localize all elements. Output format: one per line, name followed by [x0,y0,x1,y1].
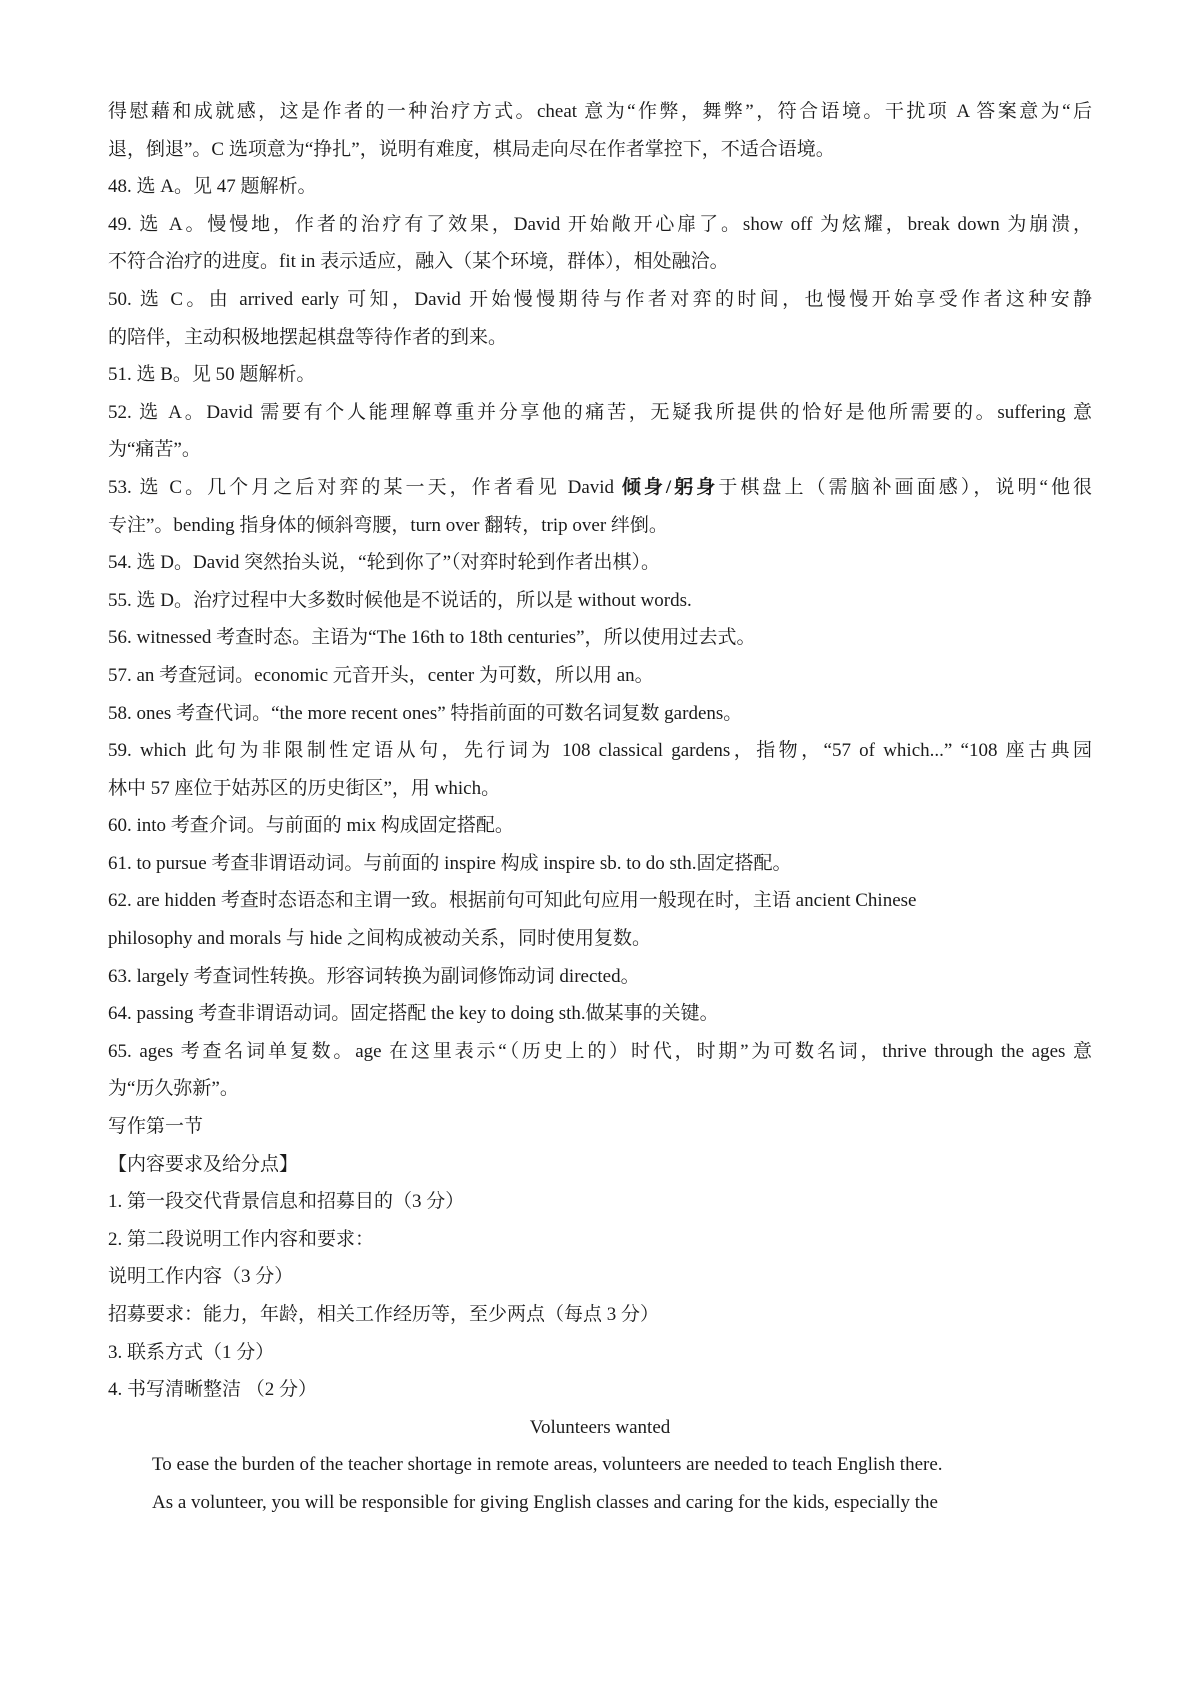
page-content [108,93,1092,1522]
explanation-line [108,469,1092,507]
explanation-line: 59. which 此句为非限制性定语从句，先行词为 108 classical gardens，指物，“57 of which...” “108 座古典园 [108,740,1092,762]
criteria-line: 4. 书写清晰整洁 （2 分） [108,1379,318,1401]
bold-emphasis: 倾身/躬身 [621,476,719,498]
explanation-line: 55. 选 D。治疗过程中大多数时候他是不说话的，所以是 without words. [108,589,692,611]
explanation-line: 54. 选 D。David 突然抬头说，“轮到你了”（对弈时轮到作者出棋）。 [108,552,661,574]
explanation-line: 为“痛苦”。 [108,439,201,461]
explanation-text: 53. 选 C。几个月之后对弈的某一天，作者看见 David [108,476,622,498]
explanation-line: 51. 选 B。见 50 题解析。 [108,364,316,386]
explanation-line: 49. 选 A。慢慢地，作者的治疗有了效果，David 开始敞开心扉了。show off 为炫耀，break down 为崩溃， [108,213,1092,235]
criteria-line: 3. 联系方式（1 分） [108,1341,275,1363]
essay-line: As a volunteer, you will be responsible for giving English classes and caring for the kids, especially the [152,1491,938,1513]
explanation-line: 52. 选 A。David 需要有个人能理解尊重并分享他的痛苦，无疑我所提供的恰好是他所需要的。suffering 意 [108,401,1092,423]
explanation-line: 得慰藉和成就感，这是作者的一种治疗方式。cheat 意为“作弊，舞弊”，符合语境。干扰项 A 答案意为“后 [108,101,1092,122]
explanation-line: 的陪伴，主动积极地摆起棋盘等待作者的到来。 [108,326,508,348]
explanation-line: 专注”。bending 指身体的倾斜弯腰，turn over 翻转，trip over 绊倒。 [108,514,668,536]
explanation-line: 57. an 考查冠词。economic 元音开头，center 为可数，所以用 an。 [108,664,654,686]
criteria-line: 招募要求：能力，年龄，相关工作经历等，至少两点（每点 3 分） [108,1304,660,1325]
explanation-line: 48. 选 A。见 47 题解析。 [108,176,317,198]
explanation-line: 退，倒退”。C 选项意为“挣扎”，说明有难度，棋局走向尽在作者掌控下，不适合语境。 [108,138,835,160]
explanation-line: 60. into 考查介词。与前面的 mix 构成固定搭配。 [108,815,514,837]
explanation-line: 56. witnessed 考查时态。主语为“The 16th to 18th centuries”，所以使用过去式。 [108,627,756,649]
explanation-text: 于棋盘上（需脑补画面感），说明“他很 [718,476,1092,498]
criteria-line: 1. 第一段交代背景信息和招募目的（3 分） [108,1191,465,1213]
explanation-line: 58. ones 考查代词。“the more recent ones” 特指前面的可数名词复数 gardens。 [108,702,743,724]
explanation-line: 65. ages 考查名词单复数。age 在这里表示“（历史上的）时代，时期”为可数名词，thrive through the ages 意 [108,1040,1092,1062]
explanation-line: 64. passing 考查非谓语动词。固定搭配 the key to doing sth.做某事的关键。 [108,1003,719,1025]
writing-section-title: 写作第一节 [108,1116,204,1138]
explanation-line: philosophy and morals 与 hide 之间构成被动关系，同时使用复数。 [108,928,652,950]
explanation-line: 62. are hidden 考查时态语态和主谓一致。根据前句可知此句应用一般现在时，主语 ancient Chinese [108,890,917,912]
explanation-line: 为“历久弥新”。 [108,1078,239,1100]
essay-title: Volunteers wanted [529,1416,671,1438]
criteria-line: 说明工作内容（3 分） [108,1266,294,1288]
explanation-line: 林中 57 座位于姑苏区的历史街区”，用 which。 [108,777,501,799]
essay-line: To ease the burden of the teacher shortage in remote areas, volunteers are needed to teach English there. [152,1454,943,1476]
criteria-line: 2. 第二段说明工作内容和要求： [108,1228,375,1250]
explanation-line: 63. largely 考查词性转换。形容词转换为副词修饰动词 directed。 [108,965,640,987]
explanation-line: 61. to pursue 考查非谓语动词。与前面的 inspire 构成 inspire sb. to do sth.固定搭配。 [108,852,792,874]
explanation-line: 50. 选 C。由 arrived early 可知，David 开始慢慢期待与作者对弈的时间，也慢慢开始享受作者这种安静 [108,288,1092,310]
explanation-line: 不符合治疗的进度。fit in 表示适应，融入（某个环境，群体），相处融洽。 [108,251,729,273]
criteria-heading: 【内容要求及给分点】 [108,1153,299,1175]
